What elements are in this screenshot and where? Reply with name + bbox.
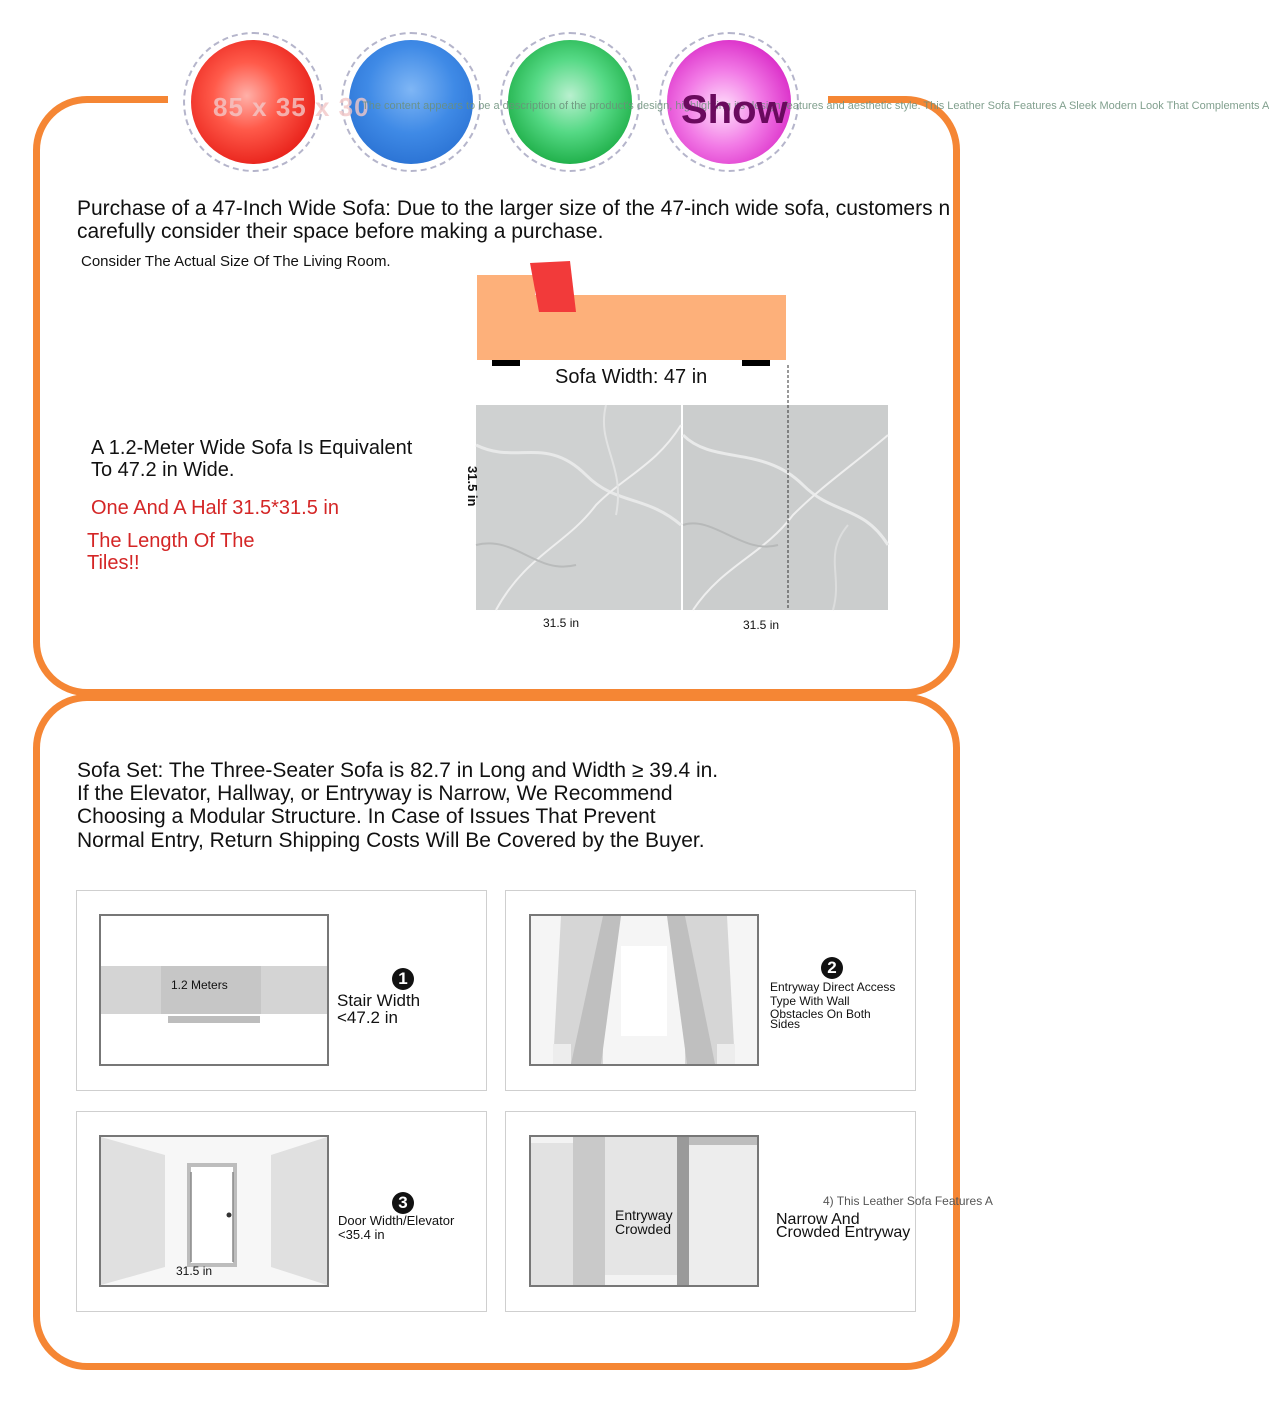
step-1-badge: 1 — [392, 968, 414, 990]
tiles-red-line2: The Length Of The — [87, 530, 255, 552]
step-2-badge: 2 — [821, 957, 843, 979]
entryway-label1: Entryway Direct Access — [770, 980, 896, 994]
sofa-width-label: Sofa Width: 47 in — [555, 366, 708, 388]
card-door-width — [76, 1111, 487, 1312]
stair-inner-label: 1.2 Meters — [171, 978, 228, 992]
section2-line3: Choosing a Modular Structure. In Case of Issues That Prevent — [77, 805, 656, 828]
section1-subtitle: Consider The Actual Size Of The Living Room. — [81, 253, 391, 270]
crowded-inner-label2: Crowded — [615, 1221, 672, 1237]
stair-frame — [99, 914, 329, 1066]
tile-left — [476, 405, 681, 610]
tile-height-label: 31.5 in — [465, 466, 480, 507]
tiles-red-line3: Tiles!! — [87, 552, 140, 574]
crowded-inner-label1: Entryway — [615, 1207, 673, 1223]
section2-line4: Normal Entry, Return Shipping Costs Will Be Covered by the Buyer. — [77, 829, 705, 852]
section1-title-line2: carefully consider their space before making a purchase. — [77, 220, 604, 243]
sofa-illustration — [470, 255, 800, 370]
banner-show-text: Show — [681, 88, 788, 132]
door-illustration — [101, 1137, 327, 1285]
tile-left-label: 31.5 in — [543, 616, 580, 630]
entryway-label4: Sides — [770, 1017, 801, 1031]
card-crowded-entryway — [505, 1111, 993, 1312]
corridor-frame — [529, 914, 759, 1066]
entryway-label3: Obstacles On Both — [770, 1007, 871, 1021]
equivalence-line1: A 1.2-Meter Wide Sofa Is Equivalent — [91, 437, 413, 459]
corridor-illustration — [531, 916, 757, 1064]
banner-overlay-note: The content appears to be a description of the product's design, highlighting its design features and aesthetic style. This Leather Sofa Features A Sleek Modern Look That Complements A — [362, 100, 1269, 112]
card-stair-width — [76, 890, 487, 1091]
stair-width-label: Stair Width — [337, 991, 421, 1010]
crowded-label1: Narrow And — [776, 1211, 860, 1228]
door-inner-label: 31.5 in — [176, 1264, 213, 1278]
stair-width-value: <47.2 in — [337, 1008, 398, 1027]
crowded-note: 4) This Leather Sofa Features A — [823, 1194, 993, 1208]
tile-right-label: 31.5 in — [743, 618, 780, 632]
equivalence-line2: To 47.2 in Wide. — [91, 459, 235, 481]
section2-line2: If the Elevator, Hallway, or Entryway is Narrow, We Recommend — [77, 782, 673, 805]
section1-title-line1: Purchase of a 47-Inch Wide Sofa: Due to the larger size of the 47-inch wide sofa, customers n — [77, 197, 951, 220]
door-width-label: Door Width/Elevator — [338, 1213, 455, 1228]
door-frame — [99, 1135, 329, 1287]
section2-line1: Sofa Set: The Three-Seater Sofa is 82.7 in Long and Width ≥ 39.4 in. — [77, 759, 719, 782]
dashed-measure-line — [786, 365, 790, 610]
crowded-frame — [529, 1135, 759, 1287]
card-entryway-direct — [505, 890, 916, 1091]
banner-size-text: 85 x 35 x 30 — [213, 92, 370, 122]
entryway-label2: Type With Wall — [770, 994, 850, 1008]
step-3-badge: 3 — [392, 1192, 414, 1214]
tiles-red-line1: One And A Half 31.5*31.5 in — [91, 497, 339, 519]
door-width-value: <35.4 in — [338, 1227, 385, 1242]
crowded-label2: Crowded Entryway — [776, 1224, 911, 1241]
